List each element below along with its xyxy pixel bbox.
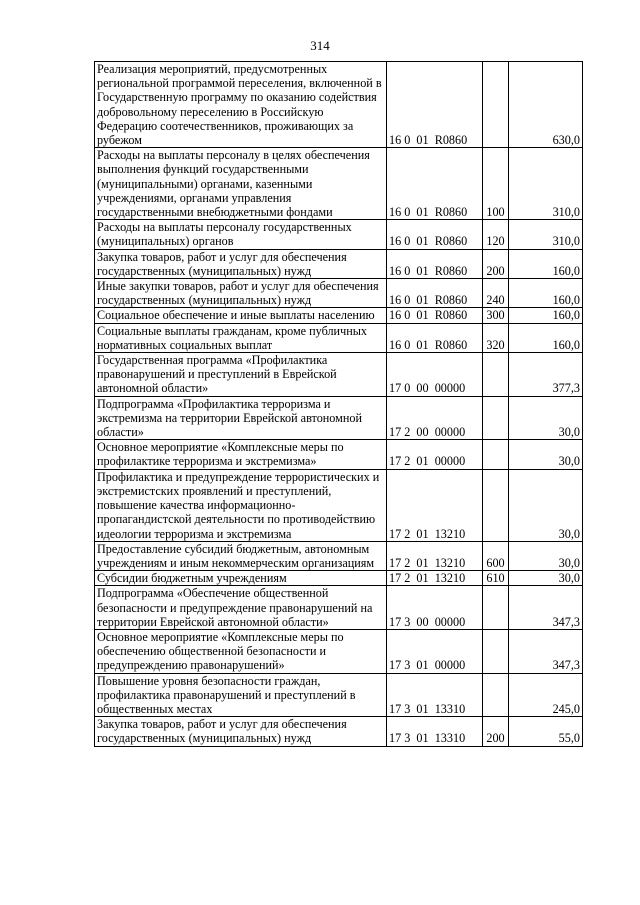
row-name: Подпрограмма «Обеспечение общественной безопасности и предупреждение правонарушений на территории Еврейской автономной области» (95, 586, 387, 630)
row-amount: 377,3 (509, 353, 583, 397)
row-vr (483, 673, 509, 717)
row-name: Основное мероприятие «Комплексные меры по обеспечению общественной безопасности и предупреждению правонарушений» (95, 629, 387, 673)
row-name: Расходы на выплаты персоналу в целях обеспечения выполнения функций государственными (муниципальными) органами, казенными учреждениями, органами управления государственными внебюджетными фондами (95, 148, 387, 220)
row-code: 17 3 01 13310 (387, 717, 483, 746)
table-row (95, 308, 583, 323)
row-code: 17 2 01 13210 (387, 469, 483, 541)
row-amount: 310,0 (509, 148, 583, 220)
row-code: 17 3 01 13310 (387, 673, 483, 717)
row-amount: 30,0 (509, 469, 583, 541)
row-name: Государственная программа «Профилактика правонарушений и преступлений в Еврейской автономной области» (95, 353, 387, 397)
table-row (95, 629, 583, 673)
table-row (95, 571, 583, 586)
row-vr (483, 396, 509, 440)
table-row (95, 148, 583, 220)
row-amount: 30,0 (509, 396, 583, 440)
table-row (95, 249, 583, 278)
row-amount: 30,0 (509, 440, 583, 469)
row-amount: 30,0 (509, 541, 583, 570)
row-vr: 600 (483, 541, 509, 570)
row-amount: 160,0 (509, 249, 583, 278)
row-code: 16 0 01 R0860 (387, 249, 483, 278)
row-vr (483, 629, 509, 673)
row-name: Закупка товаров, работ и услуг для обеспечения государственных (муниципальных) нужд (95, 249, 387, 278)
table-row (95, 440, 583, 469)
row-code: 17 2 01 00000 (387, 440, 483, 469)
row-code: 16 0 01 R0860 (387, 62, 483, 148)
row-amount: 347,3 (509, 629, 583, 673)
row-vr: 300 (483, 308, 509, 323)
row-code: 17 3 01 00000 (387, 629, 483, 673)
row-name: Основное мероприятие «Комплексные меры по профилактике терроризма и экстремизма» (95, 440, 387, 469)
row-name: Предоставление субсидий бюджетным, автономным учреждениям и иным некоммерческим организациям (95, 541, 387, 570)
row-name: Профилактика и предупреждение террористических и экстремистских проявлений и преступлений, повышение качества информационно-пропагандистской деятельности по противодействию идеологии терроризма и экстремизма (95, 469, 387, 541)
table-row (95, 279, 583, 308)
row-amount: 55,0 (509, 717, 583, 746)
row-name: Повышение уровня безопасности граждан, профилактика правонарушений и преступлений в общественных местах (95, 673, 387, 717)
row-vr (483, 353, 509, 397)
row-code: 17 3 00 00000 (387, 586, 483, 630)
page-number: 314 (310, 38, 330, 53)
budget-table (94, 61, 583, 747)
row-code: 17 2 00 00000 (387, 396, 483, 440)
row-vr (483, 586, 509, 630)
row-vr (483, 469, 509, 541)
row-code: 16 0 01 R0860 (387, 279, 483, 308)
row-amount: 347,3 (509, 586, 583, 630)
row-code: 16 0 01 R0860 (387, 220, 483, 249)
row-name: Иные закупки товаров, работ и услуг для обеспечения государственных (муниципальных) нужд (95, 279, 387, 308)
row-name: Социальное обеспечение и иные выплаты населению (95, 308, 387, 323)
row-amount: 310,0 (509, 220, 583, 249)
row-vr: 610 (483, 571, 509, 586)
table-row (95, 673, 583, 717)
row-amount: 160,0 (509, 308, 583, 323)
row-vr (483, 62, 509, 148)
row-vr: 200 (483, 249, 509, 278)
table-row (95, 717, 583, 746)
row-vr: 100 (483, 148, 509, 220)
row-amount: 160,0 (509, 323, 583, 352)
table-row (95, 323, 583, 352)
row-code: 16 0 01 R0860 (387, 148, 483, 220)
row-code: 17 0 00 00000 (387, 353, 483, 397)
row-name: Социальные выплаты гражданам, кроме публичных нормативных социальных выплат (95, 323, 387, 352)
table-row (95, 469, 583, 541)
table-row (95, 396, 583, 440)
row-code: 16 0 01 R0860 (387, 308, 483, 323)
row-name: Закупка товаров, работ и услуг для обеспечения государственных (муниципальных) нужд (95, 717, 387, 746)
row-vr (483, 440, 509, 469)
table-row (95, 62, 583, 148)
table-row (95, 220, 583, 249)
row-name: Субсидии бюджетным учреждениям (95, 571, 387, 586)
row-code: 16 0 01 R0860 (387, 323, 483, 352)
table-row (95, 353, 583, 397)
table-row (95, 586, 583, 630)
row-amount: 30,0 (509, 571, 583, 586)
table-row (95, 541, 583, 570)
row-name: Расходы на выплаты персоналу государственных (муниципальных) органов (95, 220, 387, 249)
row-vr: 120 (483, 220, 509, 249)
row-vr: 240 (483, 279, 509, 308)
row-code: 17 2 01 13210 (387, 571, 483, 586)
row-amount: 160,0 (509, 279, 583, 308)
row-vr: 200 (483, 717, 509, 746)
row-code: 17 2 01 13210 (387, 541, 483, 570)
row-name: Реализация мероприятий, предусмотренных региональной программой переселения, включенной в Государственную программу по оказанию содействия добровольному переселению в Российскую Федерацию соотечественников, проживающих за рубежом (95, 62, 387, 148)
row-name: Подпрограмма «Профилактика терроризма и экстремизма на территории Еврейской автономной области» (95, 396, 387, 440)
row-amount: 630,0 (509, 62, 583, 148)
row-vr: 320 (483, 323, 509, 352)
row-amount: 245,0 (509, 673, 583, 717)
